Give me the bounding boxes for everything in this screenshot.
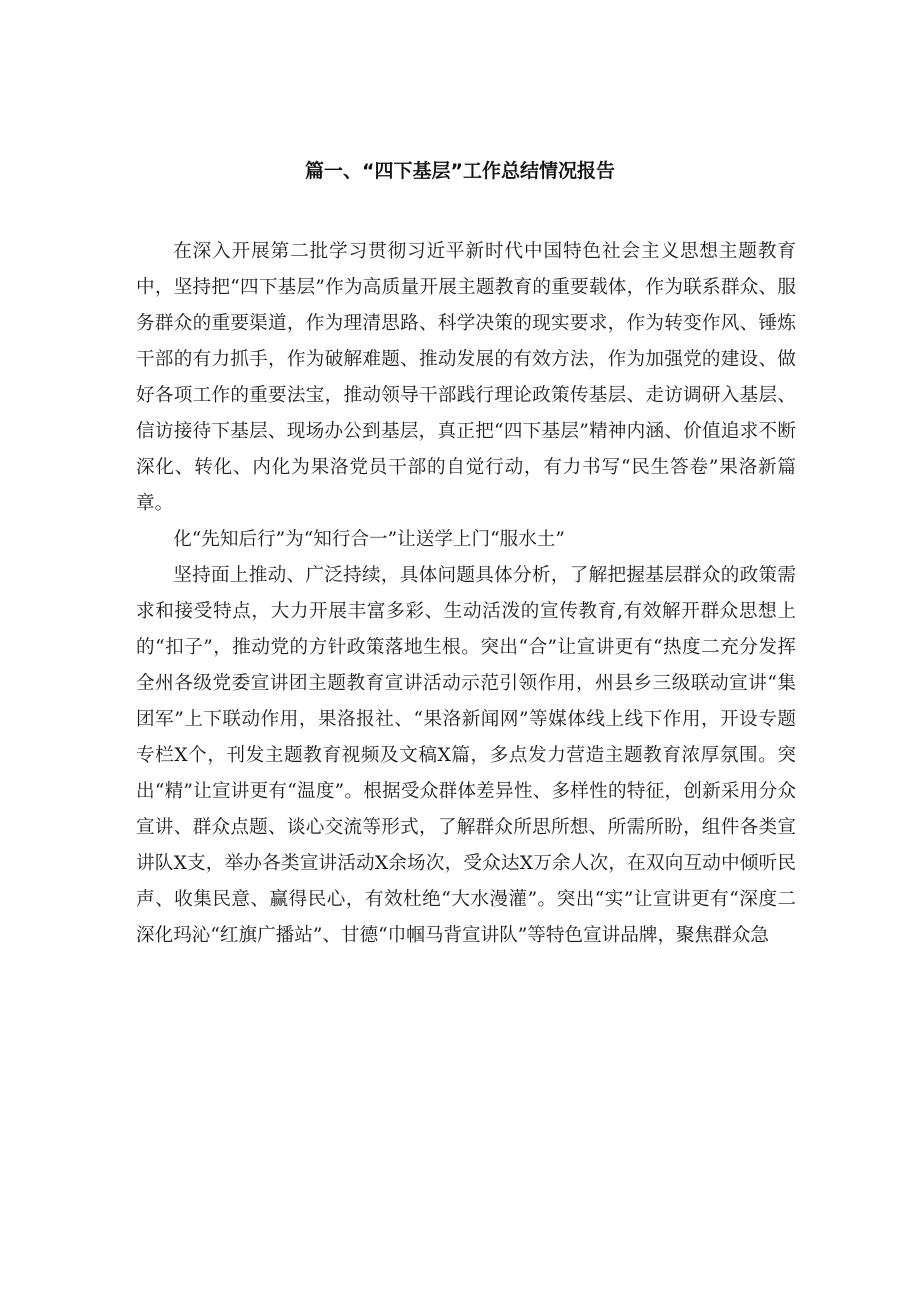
paragraph-details: 坚持面上推动、广泛持续，具体问题具体分析，了解把握基层群众的政策需求和接受特点，大力开展丰富多彩、生动活泼的宣传教育,有效解开群众思想上的“扣子”，推动党的方针政策落地生根。突出“合”让宣讲更有“热度二充分发挥全州各级党委宣讲团主题教育宣讲活动示范引领作用，州县乡三级联动宣讲“集团军”上下联动作用，果洛报社、“果洛新闻网”等媒体线上线下作用，开设专题专栏X个，刊发主题教育视频及文稿X篇，多点发力营造主题教育浓厚氛围。突出“精”让宣讲更有“温度”。根据受众群体差异性、多样性的特征，创新采用分众宣讲、群众点题、谈心交流等形式，了解群众所思所想、所需所盼，组件各类宣讲队X支，举办各类宣讲活动X余场次，受众达X万余人次，在双向互动中倾听民声、收集民意、赢得民心，有效杜绝“大水漫灌”。突出“实”让宣讲更有“深度二深化玛沁“红旗广播站”、甘德“巾帼马背宣讲队”等特色宣讲品牌，聚焦群众急 [136, 565, 796, 946]
paragraph-heading: 化“先知后行”为“知行合一”让送学上门“服水土” [173, 529, 565, 550]
document-body [136, 234, 796, 954]
paragraph-intro: 在深入开展第二批学习贯彻习近平新时代中国特色社会主义思想主题教育中，坚持把“四下基层”作为高质量开展主题教育的重要载体，作为联系群众、服务群众的重要渠道，作为理清思路、科学决策的现实要求，作为转变作风、锤炼干部的有力抓手，作为破解难题、推动发展的有效方法，作为加强党的建设、做好各项工作的重要法宝，推动领导干部践行理论政策传基层、走访调研入基层、信访接待下基层、现场办公到基层，真正把“四下基层”精神内涵、价值追求不断深化、转化、内化为果洛党员干部的自觉行动，有力书写“民生答卷”果洛新篇章。 [136, 241, 796, 514]
document-title: 篇一、“四下基层”工作总结情况报告 [305, 160, 615, 182]
